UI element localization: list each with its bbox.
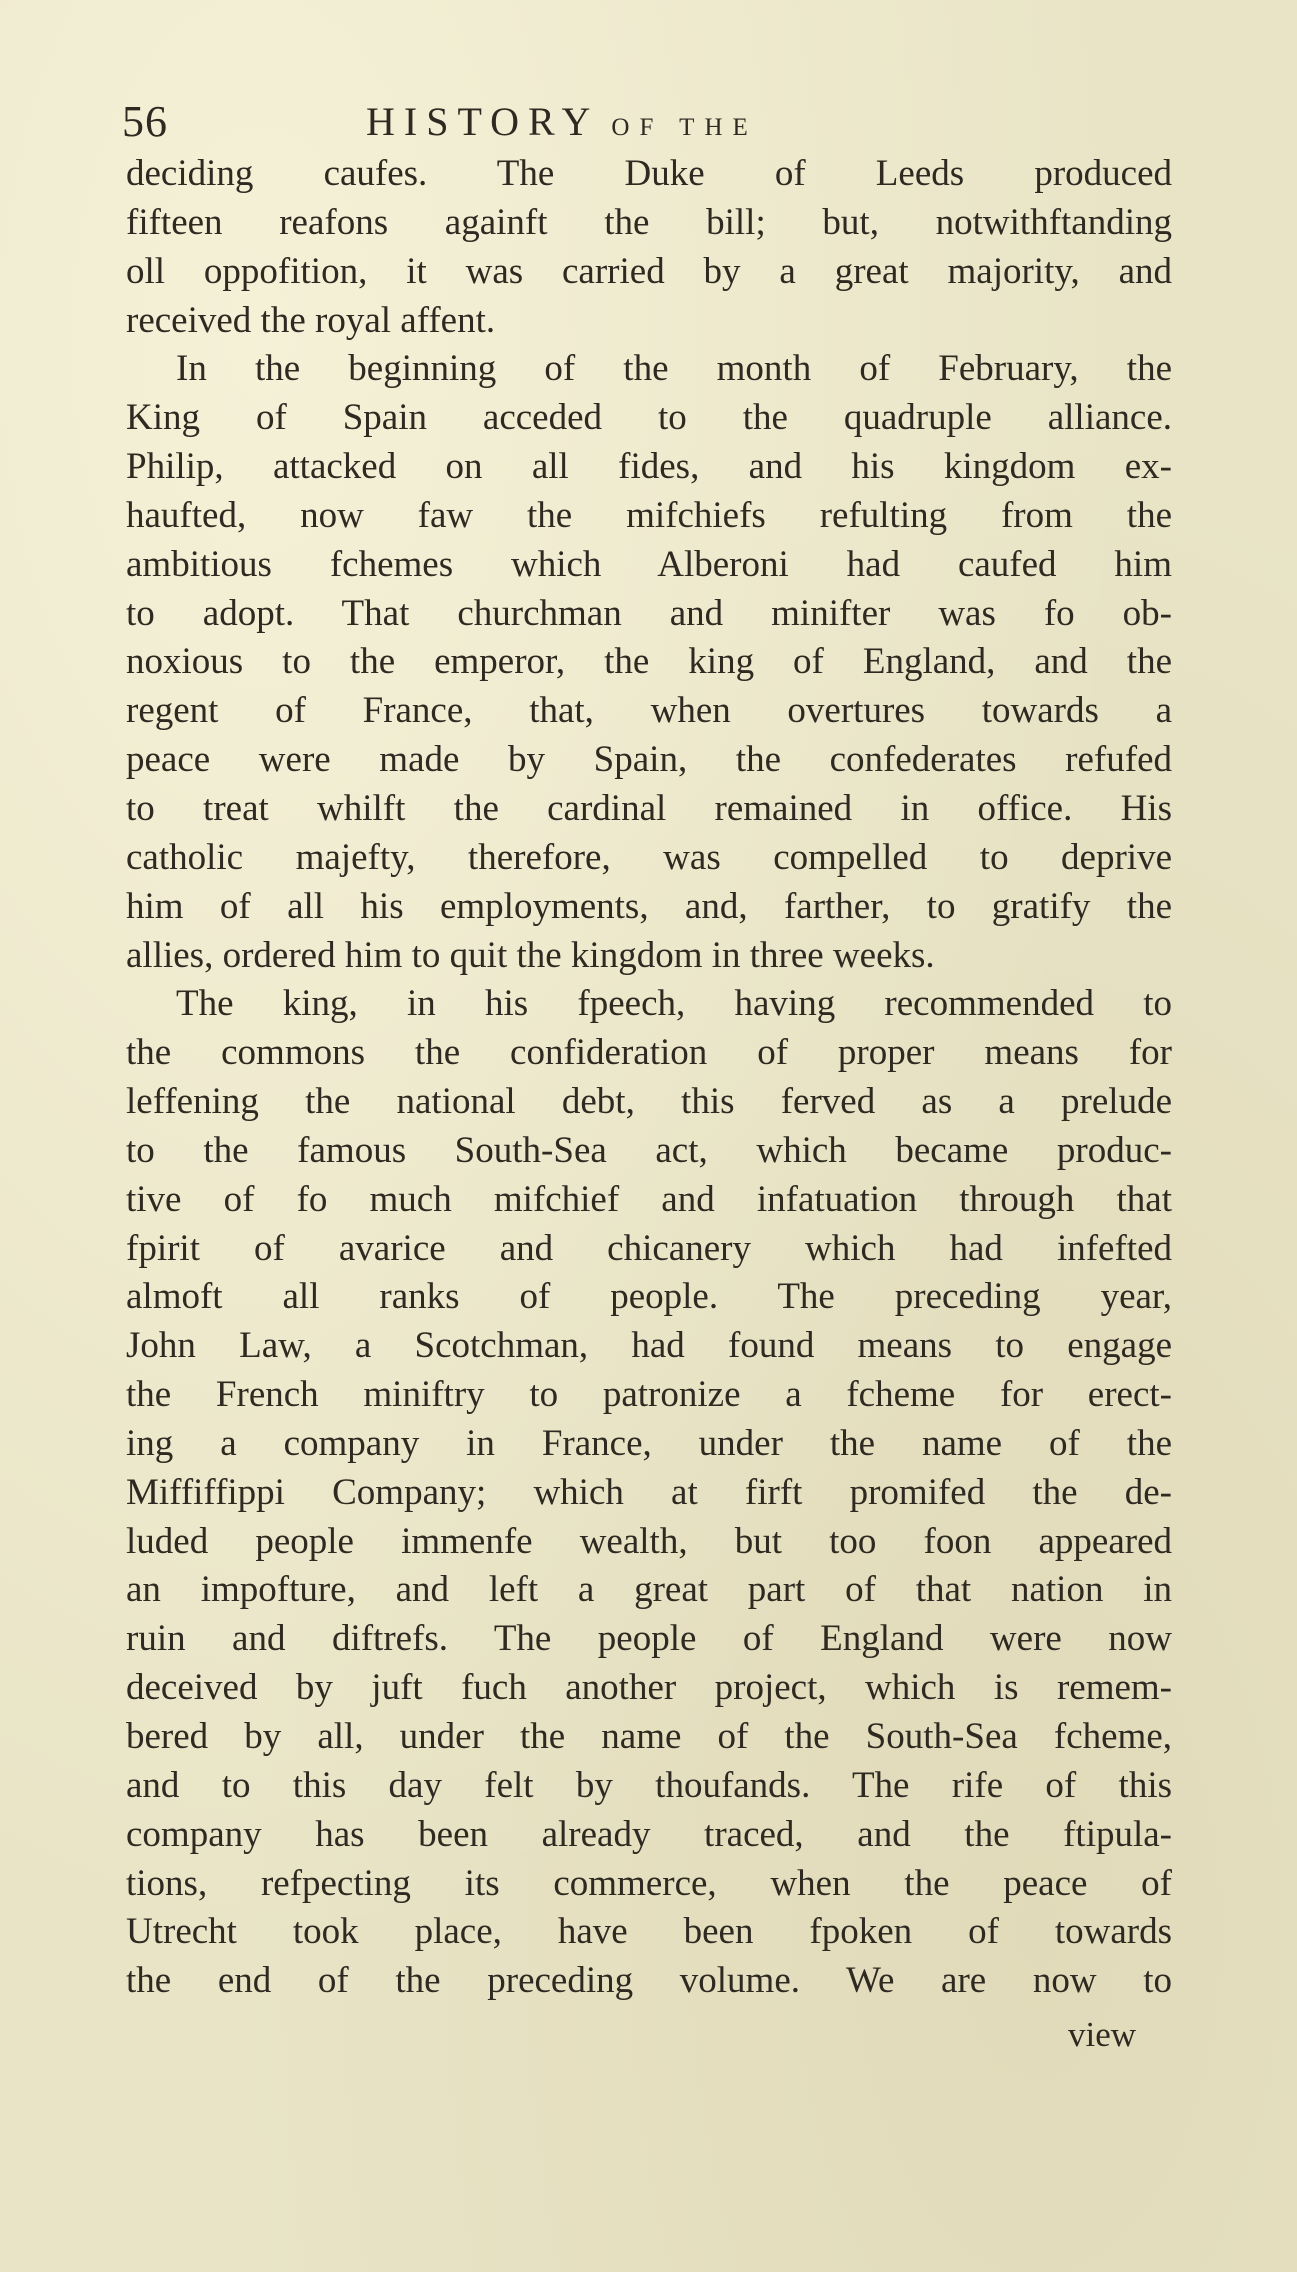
text-line: Miffiffippi Company; which at firft promifed the de- bbox=[126, 1471, 1172, 1513]
text-line: bered by all, under the name of the South-Sea fcheme, bbox=[126, 1716, 1172, 1757]
text-line: leffening the national debt, this ferved as a prelude bbox=[126, 1081, 1172, 1123]
text-line: Philip, attacked on all fides, and his kingdom ex- bbox=[126, 446, 1172, 488]
text-line: regent of France, that, when overtures towards a bbox=[126, 690, 1172, 732]
body-text bbox=[126, 150, 1172, 2006]
running-title-main: HISTORY bbox=[366, 99, 600, 144]
text-line: fpirit of avarice and chicanery which had infefted bbox=[126, 1227, 1172, 1269]
text-line: tive of fo much mifchief and infatuation through that bbox=[126, 1178, 1172, 1220]
text-line: ruin and diftrefs. The people of England were now bbox=[126, 1618, 1172, 1660]
text-line: received the royal affent. bbox=[126, 299, 496, 341]
text-line: luded people immenfe wealth, but too foon appeared bbox=[126, 1520, 1172, 1562]
text-line: the French miniftry to patronize a fcheme for erect- bbox=[126, 1374, 1172, 1416]
text-line: him of all his employments, and, farther, to gratify the bbox=[126, 885, 1172, 927]
text-line: tions, refpecting its commerce, when the peace of bbox=[126, 1862, 1172, 1904]
text-line: the commons the confideration of proper means for bbox=[126, 1032, 1172, 1074]
text-line: haufted, now faw the mifchiefs refulting from the bbox=[126, 494, 1172, 536]
text-line: Utrecht took place, have been fpoken of towards bbox=[126, 1911, 1172, 1953]
page-number: 56 bbox=[122, 97, 168, 146]
text-line: catholic majefty, therefore, was compelled to deprive bbox=[126, 836, 1172, 878]
text-line: noxious to the emperor, the king of England, and the bbox=[126, 641, 1172, 683]
text-line: oll oppofition, it was carried by a great majority, and bbox=[126, 250, 1172, 292]
text-line: ing a company in France, under the name of the bbox=[126, 1422, 1172, 1464]
running-title-small: OF THE bbox=[611, 114, 758, 141]
text-line: to adopt. That churchman and minifter was fo ob- bbox=[126, 592, 1172, 634]
text-line: the end of the preceding volume. We are now to bbox=[126, 1960, 1172, 2002]
text-line: and to this day felt by thoufands. The rife of this bbox=[126, 1764, 1172, 1806]
text-line: allies, ordered him to quit the kingdom in three weeks. bbox=[126, 934, 935, 976]
text-line: almoft all ranks of people. The preceding year, bbox=[126, 1276, 1172, 1318]
running-header bbox=[122, 92, 1182, 152]
text-line: King of Spain acceded to the quadruple alliance. bbox=[126, 397, 1172, 439]
text-line: ambitious fchemes which Alberoni had caufed him bbox=[126, 543, 1172, 585]
text-line: deciding caufes. The Duke of Leeds produced bbox=[126, 153, 1172, 194]
text-line: John Law, a Scotchman, had found means to engage bbox=[126, 1325, 1172, 1367]
text-line: peace were made by Spain, the confederates refufed bbox=[126, 739, 1172, 781]
text-line: to treat whilft the cardinal remained in office. His bbox=[126, 787, 1172, 829]
text-line: The king, in his fpeech, having recommended to bbox=[176, 983, 1172, 1025]
text-line: company has been already traced, and the ftipula- bbox=[126, 1813, 1172, 1855]
text-line: fifteen reafons againft the bill; but, notwithftanding bbox=[126, 201, 1172, 243]
catchword: view bbox=[1068, 2015, 1137, 2054]
running-title bbox=[366, 92, 758, 158]
text-line: deceived by juft fuch another project, which is remem- bbox=[126, 1667, 1172, 1709]
text-line: In the beginning of the month of February, the bbox=[176, 348, 1172, 390]
text-line: an impofture, and left a great part of that nation in bbox=[126, 1569, 1172, 1611]
text-line: to the famous South-Sea act, which became produc- bbox=[126, 1129, 1172, 1171]
